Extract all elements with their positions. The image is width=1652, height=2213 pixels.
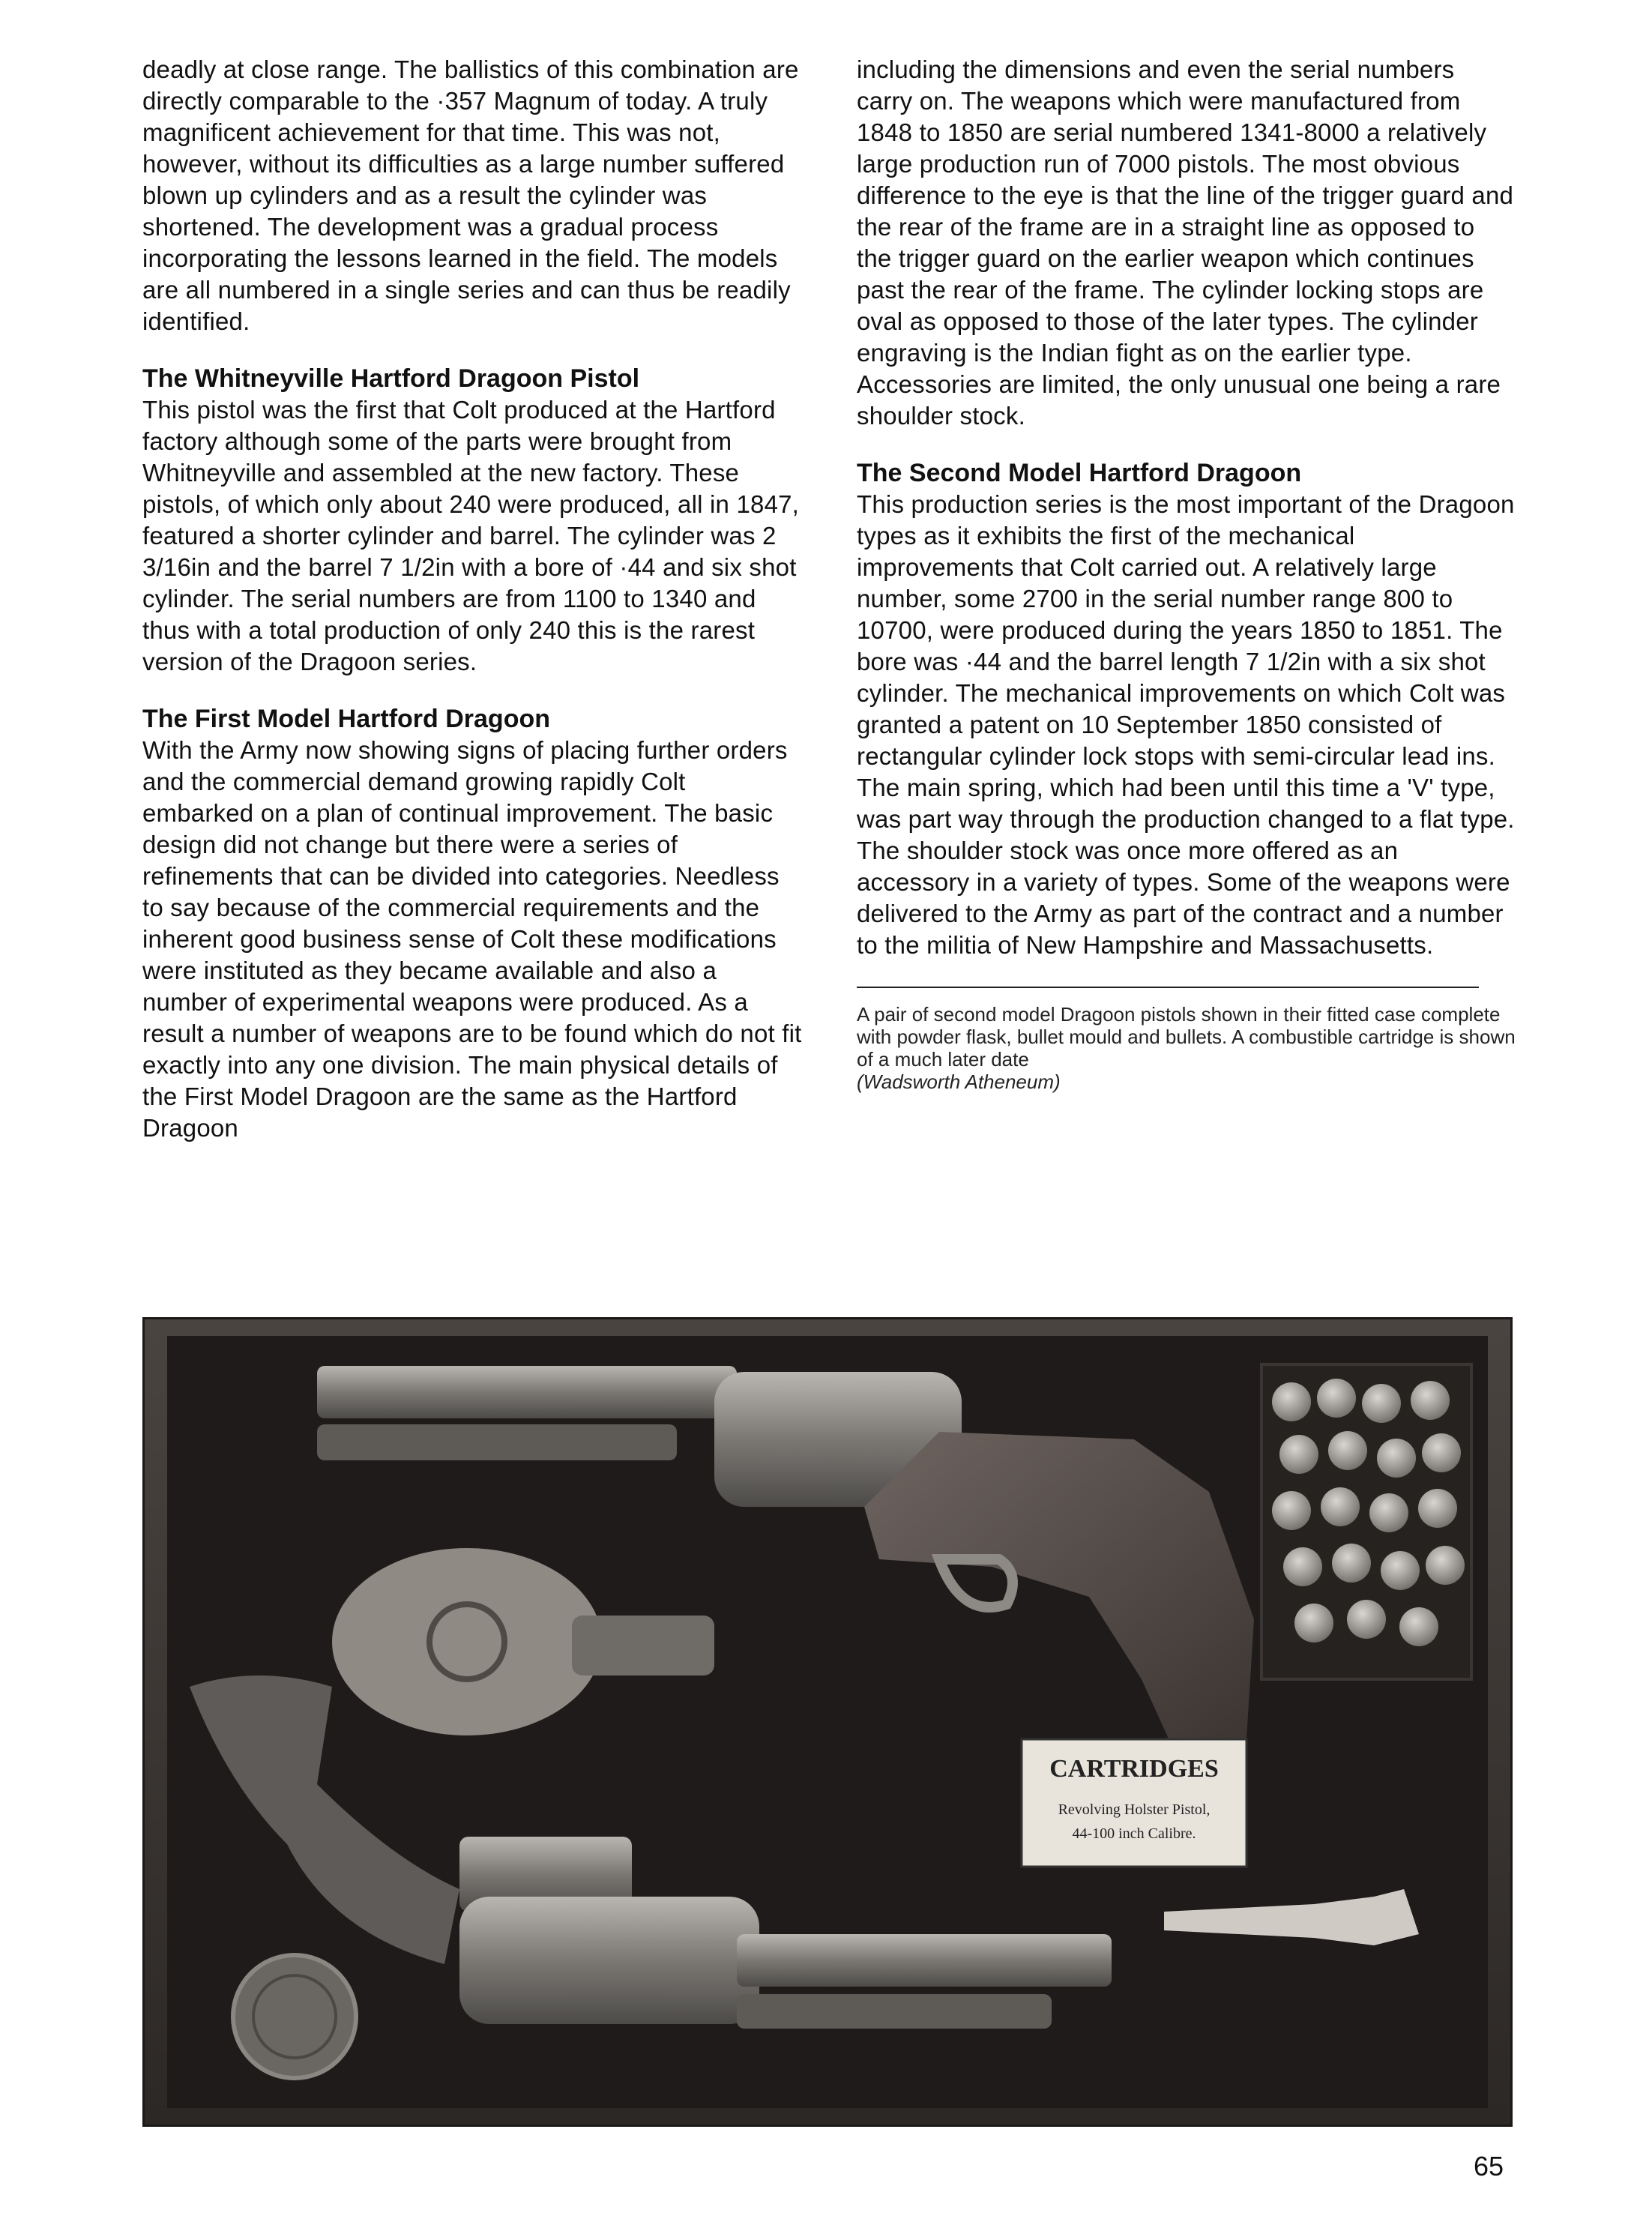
cap-tin [233, 1955, 356, 2078]
section-heading-first-model: The First Model Hartford Dragoon [142, 705, 550, 733]
photo-illustration [145, 1319, 1510, 2125]
caption-text: A pair of second model Dragoon pistols shown in their fitted case complete with powder flask, bullet mould and bullets. A combustible cartridge is shown of a much later date [857, 1003, 1516, 1071]
flask-spout [572, 1616, 714, 1675]
section-text-second-model: This production series is the most important of the Dragoon types as it exhibits the first of the mechanical improvements that Colt carried out. A relatively large number, some 2700 in the serial number range 800 to 10700, were produced during the years 1850 to 1851. The bore was ·44 and the barrel length 7 1/2in with a six shot cylinder. The mechanical improvements on which Colt was granted a patent on 10 September 1850 consisted of rectangular cylinder lock stops with semi-circular lead ins. The main spring, which had been until this time a 'V' type, was part way through the production changed to a flat type. The shoulder stock was once more offered as an accessory in a variety of types. Some of the weapons were delivered to the Army as part of the contract and a number to the militia of New Hampshire and Massachusetts. [857, 490, 1515, 959]
lower-loading-lever [737, 1994, 1052, 2029]
left-column [142, 54, 802, 1169]
intro-paragraph: deadly at close range. The ballistics of this combination are directly comparable to the ·357 Magnum of today. A truly magnificent achievement for that time. This was not, however, without its difficulties as a large number suffered blown up cylinders and as a result the cylinder was shortened. The development was a gradual process incorporating the lessons learned in the field. The models are all numbered in a single series and can thus be readily identified. [142, 55, 799, 335]
page-number: 65 [1474, 2151, 1504, 2182]
section-heading-second-model: The Second Model Hartford Dragoon [857, 459, 1302, 487]
lower-barrel [737, 1934, 1112, 1987]
cased-pistols-photo [142, 1317, 1513, 2127]
upper-loading-lever [317, 1424, 677, 1460]
cartridge-packet [1022, 1739, 1246, 1867]
cartridge-label-title: CARTRIDGES [1049, 1755, 1219, 1783]
section-heading-whitneyville: The Whitneyville Hartford Dragoon Pistol [142, 364, 640, 393]
cartridge-label-line3: 44-100 inch Calibre. [1072, 1825, 1196, 1842]
section-text-first-model: With the Army now showing signs of placing further orders and the commercial demand growing rapidly Colt embarked on a plan of continual improvement. The basic design did not change but there were a series of refinements that can be divided into categories. Needless to say because of the commercial requirements and the inherent good business sense of Colt these modifications were instituted as they became available and also a number of experimental weapons were produced. As a result a number of weapons are to be found which do not fit exactly into any one division. The main physical details of the First Model Dragoon are the same as the Hartford Dragoon [142, 736, 802, 1142]
lower-cylinder [459, 1897, 759, 2024]
cartridge-label-line2: Revolving Holster Pistol, [1058, 1801, 1211, 1818]
upper-barrel [317, 1366, 737, 1418]
caption-rule [857, 987, 1479, 988]
flask-body [332, 1548, 602, 1735]
continued-paragraph: including the dimensions and even the serial numbers carry on. The weapons which were manufactured from 1848 to 1850 are serial numbered 1341-8000 a relatively large production run of 7000 pistols. The most obvious difference to the eye is that the line of the trigger guard and the rear of the frame are in a straight line as opposed to the trigger guard on the earlier weapon which continues past the rear of the frame. The cylinder locking stops are oval as opposed to those of the later types. The cylinder engraving is the Indian fight as on the earlier type. Accessories are limited, the only unusual one being a rare shoulder stock. [857, 55, 1514, 430]
photo-caption [857, 1003, 1516, 1093]
caption-credit: (Wadsworth Atheneum) [857, 1071, 1061, 1093]
right-column [857, 54, 1516, 1093]
section-text-whitneyville: This pistol was the first that Colt produced at the Hartford factory although some of the parts were brought from Whitneyville and assembled at the new factory. These pistols, of which only about 240 were produced, all in 1847, featured a shorter cylinder and barrel. The cylinder was 2 3/16in and the barrel 7 1/2in with a bore of ·44 and six shot cylinder. The serial numbers are from 1100 to 1340 and thus with a total production of only 240 this is the rarest version of the Dragoon series. [142, 396, 800, 675]
